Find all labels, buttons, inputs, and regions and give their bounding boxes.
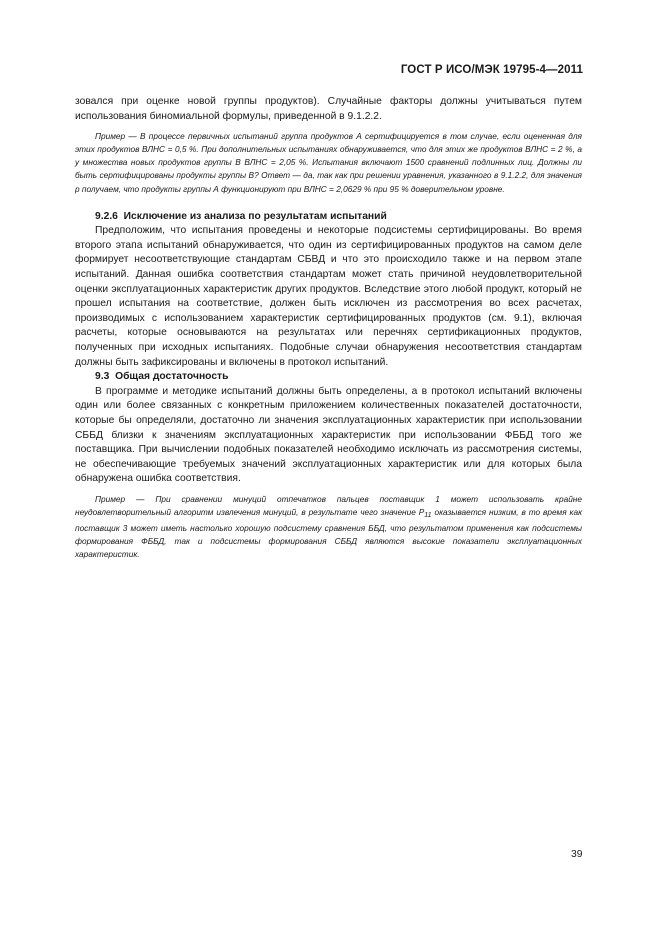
subscript: 11 xyxy=(424,512,432,520)
example-lead: Пример — xyxy=(95,493,145,504)
example-note-1 xyxy=(75,130,582,195)
section-title: Исключение из анализа по результатам испытаний xyxy=(123,210,387,222)
page-number: 39 xyxy=(571,849,583,860)
section-heading-9-3 xyxy=(75,370,582,385)
example-text: оказывается низким, в то время как поставщик 3 может иметь настолько хорошую подсистему сравнения ББД, что результатом применения как подсистемы формирования ФББД, так и подсистемы формирования СББД являются высокие показатели эксплуатационных характеристик. xyxy=(75,507,582,560)
section-heading-9-2-6 xyxy=(75,210,582,225)
example-lead: Пример — xyxy=(95,131,137,142)
example-note-2 xyxy=(75,493,582,561)
section-number: 9.3 xyxy=(95,371,110,383)
paragraph-continued: зовался при оценке новой группы продуктов). Случайные факторы должны учитываться путем использования биномиальной формулы, приведенной в 9.1.2.2. xyxy=(75,96,582,122)
document-number: ГОСТ Р ИСО/МЭК 19795-4—2011 xyxy=(400,64,583,76)
section-title: Общая достаточность xyxy=(115,371,229,383)
example-text: При сравнении минуций отпечатков пальцев поставщик 1 может использовать крайне неудовлетворительный алгоритм извлечения минуций, в результате чего значение Р xyxy=(75,493,582,518)
example-text: В процессе первичных испытаний группа продуктов А сертифицируется в том случае, если оцененная для этих продуктов ВЛНС = 0,5 %. При дополнительных испытаниях обнаруживается, что для этих же продуктов ВЛНС = 2 %, а у множества новых продуктов группы В ВЛНС = 2,05 %. Испытания включают 1500 сравнений подлинных лиц. Должны ли быть сертифицированы продукты группы В? Ответ — да, так как при решении уравнения, указанного в 9.1.2.2, для значения р получаем, что продукты группы А функционируют при ВЛНС = 2,0629 % при 95 % доверительном уровне. xyxy=(75,131,582,194)
section-paragraph: Предположим, что испытания проведены и некоторые подсистемы сертифицированы. Во время второго этапа испытаний обнаруживается, что один из сертифицированных продуктов на самом деле формирует несоответствующие стандартам СБВД и что это происходило также и на первом этапе испытаний. Данная ошибка соответствия стандартам может стать причиной неудовлетворительной оценки эксплуатационных характеристик других продуктов. Вследствие этого любой продукт, который не прошел испытания на соответствие, должен быть исключен из рассмотрения во всех расчетах, производимых с использованием характеристик сертифицированных продуктов (см. 9.1), включая расчеты, которые основываются на результатах или перечнях сертификационных продуктов, полученных при исходных испытаниях. Подобные случаи обнаружения несоответствия стандартам должны быть зафиксированы и включены в протокол испытаний. xyxy=(75,225,582,368)
section-paragraph: В программе и методике испытаний должны быть определены, а в протокол испытаний включены один или более связанных с конкретным приложением количественных показателей достаточности, которые бы определяли, достаточно ли значения эксплуатационных характеристик при использовании СББД близки к значениям эксплуатационных характеристик при использовании ФББД того же поставщика. При вычислении подобных показателей необходимо исключать из рассмотрения системы, не обеспечивающие требуемых значений эксплуатационных характеристик или для которых была обнаружена ошибка соответствия. xyxy=(75,385,582,485)
section-number: 9.2.6 xyxy=(95,210,118,222)
main-text xyxy=(75,95,582,561)
